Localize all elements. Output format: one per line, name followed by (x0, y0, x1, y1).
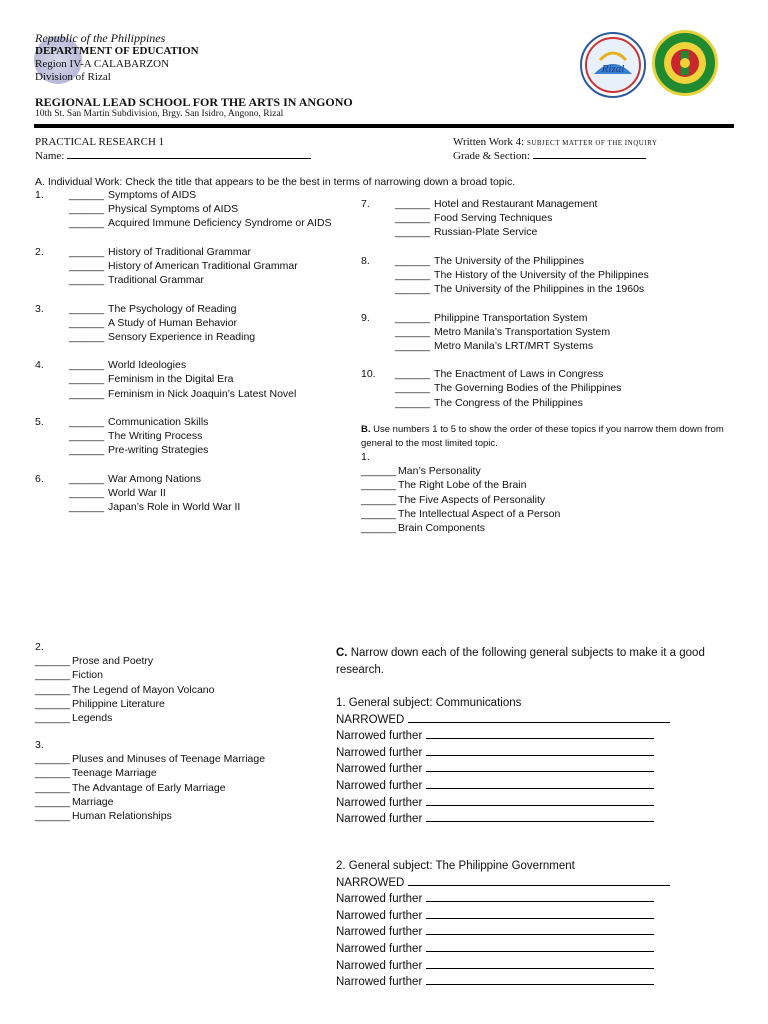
region-text: Region IV-A CALABARZON (35, 58, 170, 70)
question-item (35, 188, 355, 231)
question-item (35, 358, 355, 401)
option-text: World War II (108, 486, 166, 499)
question-item (361, 367, 731, 410)
general-subject-title: 1. General subject: Communications (336, 697, 522, 709)
order-blank[interactable]: ______ (35, 683, 71, 696)
department-text: DEPARTMENT OF EDUCATION (35, 45, 199, 57)
group-number: 1. (361, 451, 370, 463)
narrowed-further-field[interactable] (426, 728, 654, 739)
question-item (35, 245, 355, 288)
option-row[interactable] (361, 367, 731, 381)
item-number: 3. (35, 302, 44, 315)
order-row[interactable] (361, 464, 731, 478)
option-row[interactable] (361, 282, 731, 296)
narrowed-further-label: Narrowed further (336, 730, 423, 743)
option-row[interactable] (35, 372, 355, 386)
written-work-label: Written Work 4: (453, 136, 525, 148)
answer-blank[interactable]: ______ (395, 268, 431, 281)
order-blank[interactable]: ______ (361, 521, 397, 534)
option-row[interactable] (361, 396, 731, 410)
narrowed-further-label: Narrowed further (336, 909, 423, 922)
part-c-label: C. (336, 647, 348, 659)
answer-blank[interactable]: ______ (69, 486, 105, 499)
option-row[interactable] (35, 188, 355, 202)
answer-blank[interactable]: ______ (395, 254, 431, 267)
order-option-text: Marriage (72, 795, 114, 808)
option-row[interactable] (35, 259, 355, 273)
option-text: The Enactment of Laws in Congress (434, 368, 604, 381)
part-c-instruction: Narrow down each of the following general subjects to make it a good research. (336, 647, 705, 676)
option-text: The History of the University of the Philippines (434, 268, 649, 281)
order-option-text: Brain Components (398, 521, 486, 534)
narrowed-further-row[interactable] (336, 974, 736, 991)
option-row[interactable] (35, 415, 355, 429)
order-option-text: The Right Lobe of the Brain (398, 479, 527, 492)
order-option-text: Teenage Marriage (72, 767, 157, 780)
written-work-title: SUBJECT MATTER OF THE INQUIRY (526, 139, 658, 147)
option-text: War Among Nations (108, 472, 202, 485)
order-blank[interactable]: ______ (35, 781, 71, 794)
option-text: A Study of Human Behavior (108, 316, 238, 329)
narrowed-further-field[interactable] (426, 924, 654, 935)
part-c-subject-1 (336, 695, 736, 828)
order-option-text: The Legend of Mayon Volcano (72, 683, 215, 696)
option-row[interactable] (35, 202, 355, 216)
part-a-instruction: A. Individual Work: Check the title that appears to be the best in terms of narrowing down a broad topic. (35, 176, 516, 188)
option-text: Traditional Grammar (108, 274, 204, 287)
order-option-text: Legends (72, 711, 113, 724)
narrowed-further-label: Narrowed further (336, 926, 423, 939)
question-item (35, 415, 355, 458)
answer-blank[interactable]: ______ (395, 283, 431, 296)
order-row[interactable] (35, 766, 335, 780)
answer-blank[interactable]: ______ (69, 359, 105, 372)
item-number: 8. (361, 254, 370, 267)
order-option-text: Prose and Poetry (72, 655, 154, 668)
division-text: Division of Rizal (35, 71, 111, 83)
order-row[interactable] (361, 507, 731, 521)
answer-blank[interactable]: ______ (395, 198, 431, 210)
subject-label: PRACTICAL RESEARCH 1 (35, 136, 165, 148)
answer-blank[interactable]: ______ (69, 316, 105, 329)
name-field[interactable] (67, 148, 311, 159)
option-row[interactable] (35, 500, 355, 514)
order-option-text: The Intellectual Aspect of a Person (398, 507, 561, 520)
option-row[interactable] (361, 325, 731, 339)
republic-text: Republic of the Philippines (35, 31, 166, 45)
answer-blank[interactable]: ______ (69, 189, 105, 201)
narrowed-further-field[interactable] (426, 974, 654, 985)
narrowed-further-row[interactable] (336, 924, 736, 941)
narrowed-further-row[interactable] (336, 728, 736, 745)
narrowed-further-field[interactable] (426, 745, 654, 756)
order-row[interactable] (35, 668, 335, 682)
option-row[interactable] (361, 268, 731, 282)
order-blank[interactable]: ______ (361, 479, 397, 492)
rizal-division-logo-icon (580, 32, 646, 98)
order-option-text: Human Relationships (72, 809, 172, 822)
option-row[interactable] (35, 302, 355, 316)
answer-blank[interactable]: ______ (69, 302, 105, 315)
school-name: REGIONAL LEAD SCHOOL FOR THE ARTS IN ANGONO (35, 95, 353, 109)
order-row[interactable] (35, 711, 335, 725)
item-number: 6. (35, 472, 44, 485)
option-row[interactable] (35, 216, 355, 230)
option-text: Symptoms of AIDS (108, 189, 197, 201)
order-option-text: Man’s Personality (398, 465, 481, 478)
order-option-text: The Advantage of Early Marriage (72, 781, 226, 794)
answer-blank[interactable]: ______ (395, 368, 431, 381)
option-row[interactable] (35, 316, 355, 330)
general-subject-title: 2. General subject: The Philippine Government (336, 860, 575, 872)
order-blank[interactable]: ______ (35, 655, 71, 668)
question-item (35, 302, 355, 345)
option-text: Acquired Immune Deficiency Syndrome or AIDS (108, 217, 332, 230)
option-text: History of American Traditional Grammar (108, 259, 298, 272)
group-number: 2. (35, 641, 44, 653)
item-number: 9. (361, 311, 370, 324)
narrowed-further-field[interactable] (426, 811, 654, 822)
option-row[interactable] (361, 339, 731, 353)
narrowed-further-label: Narrowed further (336, 813, 423, 826)
order-blank[interactable]: ______ (361, 465, 397, 478)
option-text: The University of the Philippines (434, 254, 585, 267)
option-text: The University of the Philippines in the 1960s (434, 283, 645, 296)
order-blank[interactable]: ______ (361, 493, 397, 506)
option-row[interactable] (361, 381, 731, 395)
answer-blank[interactable]: ______ (69, 501, 105, 514)
order-row[interactable] (35, 683, 335, 697)
option-text: Pre-writing Strategies (108, 444, 209, 457)
part-b-group-1 (361, 450, 731, 535)
order-row[interactable] (35, 752, 335, 766)
answer-blank[interactable]: ______ (69, 373, 105, 386)
answer-blank[interactable]: ______ (69, 387, 105, 400)
school-seal-graphic (655, 33, 715, 93)
answer-blank[interactable]: ______ (69, 274, 105, 287)
option-text: Hotel and Restaurant Management (434, 198, 598, 210)
narrowed-further-row[interactable] (336, 761, 736, 778)
written-work-line (453, 136, 657, 148)
item-number: 2. (35, 245, 44, 258)
order-blank[interactable]: ______ (35, 809, 71, 822)
answer-blank[interactable]: ______ (69, 217, 105, 230)
option-row[interactable] (35, 273, 355, 287)
option-text: Russian-Plate Service (434, 226, 538, 239)
item-number: 7. (361, 198, 370, 210)
option-text: Japan’s Role in World War II (108, 501, 241, 514)
order-row[interactable] (35, 654, 335, 668)
order-row[interactable] (35, 697, 335, 711)
narrowed-further-label: Narrowed further (336, 746, 423, 759)
grade-section-field[interactable] (533, 148, 646, 159)
grade-line[interactable] (453, 148, 646, 162)
answer-blank[interactable]: ______ (395, 382, 431, 395)
option-text: The Writing Process (108, 430, 203, 443)
narrowed-further-label: Narrowed further (336, 976, 423, 989)
option-row[interactable] (35, 330, 355, 344)
part-b-label: B. (361, 424, 371, 435)
rizal-logo-graphic (582, 34, 644, 96)
item-number: 1. (35, 189, 44, 201)
option-text: Feminism in the Digital Era (108, 373, 234, 386)
option-text: Philippine Transportation System (434, 311, 588, 324)
option-text: Sensory Experience in Reading (108, 330, 256, 343)
rizal-logo-text: Rizal (601, 63, 625, 75)
order-row[interactable] (361, 478, 731, 492)
option-text: Communication Skills (108, 416, 209, 428)
part-a-left-column (35, 188, 355, 529)
narrowed-field[interactable] (408, 712, 670, 723)
answer-blank[interactable]: ______ (395, 325, 431, 338)
question-item (361, 197, 731, 240)
narrowed-further-row[interactable] (336, 908, 736, 925)
question-item (35, 472, 355, 515)
answer-blank[interactable]: ______ (395, 212, 431, 225)
option-row[interactable] (361, 197, 731, 211)
option-row[interactable] (361, 311, 731, 325)
narrowed-further-label: Narrowed further (336, 779, 423, 792)
order-row[interactable] (35, 809, 335, 823)
option-text: The Congress of the Philippines (434, 396, 583, 409)
option-row[interactable] (35, 443, 355, 457)
answer-blank[interactable]: ______ (395, 226, 431, 239)
option-row[interactable] (35, 358, 355, 372)
order-blank[interactable]: ______ (361, 507, 397, 520)
school-seal-icon (652, 30, 718, 96)
question-item (361, 254, 731, 297)
option-text: Food Serving Techniques (434, 212, 553, 225)
part-b-instruction: Use numbers 1 to 5 to show the order of these topics if you narrow them down from general to the most limited topic. (361, 424, 724, 449)
question-item (361, 311, 731, 354)
answer-blank[interactable]: ______ (69, 245, 105, 258)
order-row[interactable] (35, 795, 335, 809)
narrowed-further-row[interactable] (336, 891, 736, 908)
part-c-instruction-block (336, 645, 736, 679)
narrowed-further-field[interactable] (426, 958, 654, 969)
order-option-text: Fiction (72, 669, 103, 682)
option-text: The Governing Bodies of the Philippines (434, 382, 622, 395)
narrowed-further-field[interactable] (426, 891, 654, 902)
narrowed-further-field[interactable] (426, 761, 654, 772)
option-text: Metro Manila’s Transportation System (434, 325, 611, 338)
option-row[interactable] (361, 254, 731, 268)
answer-blank[interactable]: ______ (69, 444, 105, 457)
narrowed-further-field[interactable] (426, 778, 654, 789)
order-option-text: The Five Aspects of Personality (398, 493, 546, 506)
narrowed-further-field[interactable] (426, 941, 654, 952)
part-b-group-2 (35, 640, 335, 725)
order-row[interactable] (35, 781, 335, 795)
narrowed-further-row[interactable] (336, 811, 736, 828)
order-row[interactable] (361, 493, 731, 507)
narrowed-further-row[interactable] (336, 795, 736, 812)
answer-blank[interactable]: ______ (395, 311, 431, 324)
answer-blank[interactable]: ______ (69, 472, 105, 485)
option-row[interactable] (361, 225, 731, 239)
narrowed-row[interactable] (336, 875, 736, 892)
narrowed-further-field[interactable] (426, 795, 654, 806)
narrowed-further-label: Narrowed further (336, 959, 423, 972)
option-text: Physical Symptoms of AIDS (108, 203, 239, 216)
part-a-right-column (361, 197, 731, 424)
order-blank[interactable]: ______ (35, 711, 71, 724)
part-b-instruction-block (361, 423, 731, 450)
header-rule (34, 124, 734, 128)
option-row[interactable] (35, 387, 355, 401)
grade-label: Grade & Section: (453, 150, 530, 162)
narrowed-further-label: Narrowed further (336, 763, 423, 776)
order-option-text: Philippine Literature (72, 697, 165, 710)
order-blank[interactable]: ______ (35, 795, 71, 808)
item-number: 10. (361, 368, 376, 381)
option-row[interactable] (361, 211, 731, 225)
narrowed-further-row[interactable] (336, 745, 736, 762)
option-row[interactable] (35, 472, 355, 486)
item-number: 4. (35, 359, 44, 372)
part-b-group-3 (35, 738, 335, 823)
narrowed-further-row[interactable] (336, 778, 736, 795)
name-line[interactable] (35, 148, 311, 162)
option-text: World Ideologies (108, 359, 187, 372)
order-row[interactable] (361, 521, 731, 535)
narrowed-row[interactable] (336, 712, 736, 729)
narrowed-further-row[interactable] (336, 941, 736, 958)
option-text: History of Traditional Grammar (108, 245, 252, 258)
answer-blank[interactable]: ______ (69, 259, 105, 272)
answer-blank[interactable]: ______ (395, 339, 431, 352)
order-blank[interactable]: ______ (35, 767, 71, 780)
narrowed-further-label: Narrowed further (336, 796, 423, 809)
part-c-subject-2 (336, 858, 736, 991)
answer-blank[interactable]: ______ (69, 430, 105, 443)
option-text: The Psychology of Reading (108, 302, 237, 315)
answer-blank[interactable]: ______ (69, 203, 105, 216)
narrowed-field[interactable] (408, 875, 670, 886)
narrowed-further-field[interactable] (426, 908, 654, 919)
narrowed-label: NARROWED (336, 713, 405, 726)
option-row[interactable] (35, 245, 355, 259)
narrowed-further-label: Narrowed further (336, 942, 423, 955)
name-label: Name: (35, 150, 65, 162)
narrowed-further-row[interactable] (336, 958, 736, 975)
answer-blank[interactable]: ______ (69, 330, 105, 343)
order-blank[interactable]: ______ (35, 753, 71, 766)
option-row[interactable] (35, 486, 355, 500)
answer-blank[interactable]: ______ (395, 396, 431, 409)
answer-blank[interactable]: ______ (69, 416, 105, 428)
order-blank[interactable]: ______ (35, 697, 71, 710)
order-blank[interactable]: ______ (35, 669, 71, 682)
option-text: Metro Manila’s LRT/MRT Systems (434, 339, 594, 352)
narrowed-label: NARROWED (336, 876, 405, 889)
option-row[interactable] (35, 429, 355, 443)
narrowed-further-label: Narrowed further (336, 893, 423, 906)
option-text: Feminism in Nick Joaquin’s Latest Novel (108, 387, 297, 400)
item-number: 5. (35, 416, 44, 428)
group-number: 3. (35, 739, 44, 751)
order-option-text: Pluses and Minuses of Teenage Marriage (72, 753, 266, 766)
school-address: 10th St. San Martin Subdivision, Brgy. San Isidro, Angono, Rizal (35, 109, 284, 119)
